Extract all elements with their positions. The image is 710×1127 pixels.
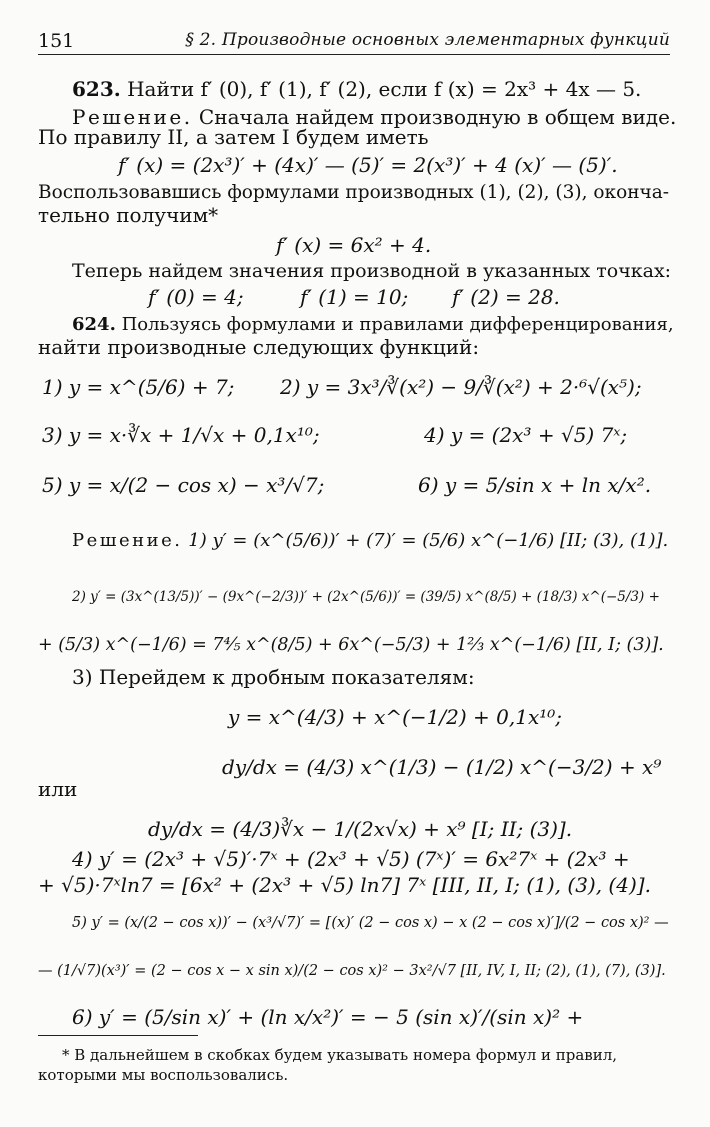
task-3: 3) y = x·∛x + 1/√x + 0,1x¹⁰; bbox=[42, 423, 320, 447]
running-title: § 2. Производные основных элементарных функций bbox=[185, 30, 670, 50]
problem-624-statement-2: найти производные следующих функций: bbox=[38, 335, 480, 359]
solution-624-part5-line2: — (1/√7)(x³)′ = (2 − cos x − x sin x)/(2 − cos x)² − 3x²/√7 [II, IV, I, II; (2), (1), (7), (3)]. bbox=[38, 963, 666, 979]
solution-624-part3-function: y = x^(4/3) + x^(−1/2) + 0,1x¹⁰; bbox=[228, 705, 562, 729]
text-values-intro: Теперь найдем значения производной в указанных точках: bbox=[72, 260, 672, 282]
solution-624-part5-line1: 5) y′ = (x/(2 − cos x))′ − (x³/√7)′ = [(x)′ (2 − cos x) − x (2 − cos x)′]/(2 − cos x)² — bbox=[72, 915, 669, 931]
task-6: 6) y = 5/sin x + ln x/x². bbox=[418, 473, 652, 497]
solution-label: Решение. bbox=[72, 530, 183, 551]
solution-624-part2-line1: 2) y′ = (3x^(13/5))′ − (9x^(−2/3))′ + (2x^(5/6))′ = (39/5) x^(8/5) + (18/3) x^(−5/3) + bbox=[72, 589, 660, 605]
task-1: 1) y = x^(5/6) + 7; bbox=[42, 375, 235, 399]
solution-624-part3-intro: 3) Перейдем к дробным показателям: bbox=[72, 665, 475, 689]
value-at-0: f′ (0) = 4; bbox=[148, 285, 244, 309]
solution-624-part4-line1: 4) y′ = (2x³ + √5)′·7ˣ + (2x³ + √5) (7ˣ)′ = 6x²7ˣ + (2x³ + bbox=[72, 847, 630, 871]
footnote-divider bbox=[38, 1035, 198, 1036]
or-word: или bbox=[38, 777, 78, 801]
solution-623-line2: По правилу II, а затем I будем иметь bbox=[38, 125, 429, 149]
solution-624-part1: Решение. 1) y′ = (x^(5/6))′ + (7)′ = (5/6) x^(−1/6) [II; (3), (1)]. bbox=[72, 530, 669, 551]
solution-624-part2-line2: + (5/3) x^(−1/6) = 7⅘ x^(8/5) + 6x^(−5/3) + 1⅔ x^(−1/6) [II, I; (3)]. bbox=[38, 635, 664, 655]
solution-label: Решение. bbox=[72, 105, 193, 129]
problem-number: 623. bbox=[72, 77, 121, 101]
solution-624-part6-line1: 6) y′ = (5/sin x)′ + (ln x/x²)′ = − 5 (sin x)′/(sin x)² + bbox=[72, 1005, 584, 1029]
page-number: 151 bbox=[38, 30, 75, 52]
solution-624-part3-alt: dy/dx = (4/3)∛x − 1/(2x√x) + x⁹ [I; II; (3)]. bbox=[148, 817, 573, 841]
formula-derivative-result: f′ (x) = 6x² + 4. bbox=[276, 233, 432, 257]
text-formulas-used-2: тельно получим* bbox=[38, 203, 219, 227]
formula-derivative-general: f′ (x) = (2x³)′ + (4x)′ — (5)′ = 2(x³)′ + 4 (x)′ — (5)′. bbox=[118, 153, 618, 177]
value-at-2: f′ (2) = 28. bbox=[452, 285, 560, 309]
text-formulas-used-1: Воспользовавшись формулами производных (1), (2), (3), оконча- bbox=[38, 182, 670, 203]
footnote-line1: * В дальнейшем в скобках будем указывать номера формул и правил, bbox=[62, 1046, 618, 1064]
footnote-line2: которыми мы воспользовались. bbox=[38, 1066, 289, 1084]
solution-624-part3-derivative: dy/dx = (4/3) x^(1/3) − (1/2) x^(−3/2) + x⁹ bbox=[222, 755, 662, 779]
problem-624-statement-1: 624. Пользуясь формулами и правилами дифференцирования, bbox=[72, 314, 674, 335]
page-header bbox=[38, 30, 670, 55]
problem-623-statement: 623. Найти f′ (0), f′ (1), f′ (2), если f (x) = 2x³ + 4x — 5. bbox=[72, 77, 642, 101]
task-4: 4) y = (2x³ + √5) 7ˣ; bbox=[424, 423, 628, 447]
value-at-1: f′ (1) = 10; bbox=[300, 285, 409, 309]
task-5: 5) y = x/(2 − cos x) − x³/√7; bbox=[42, 473, 325, 497]
solution-624-part4-line2: + √5)·7ˣln7 = [6x² + (2x³ + √5) ln7] 7ˣ [III, II, I; (1), (3), (4)]. bbox=[38, 873, 651, 897]
solution-623-line1: Решение. Сначала найдем производную в общем виде. bbox=[72, 105, 677, 129]
task-2: 2) y = 3x³/∛(x²) − 9/∛(x²) + 2·⁶√(x⁵); bbox=[280, 375, 642, 399]
problem-number: 624. bbox=[72, 314, 116, 335]
